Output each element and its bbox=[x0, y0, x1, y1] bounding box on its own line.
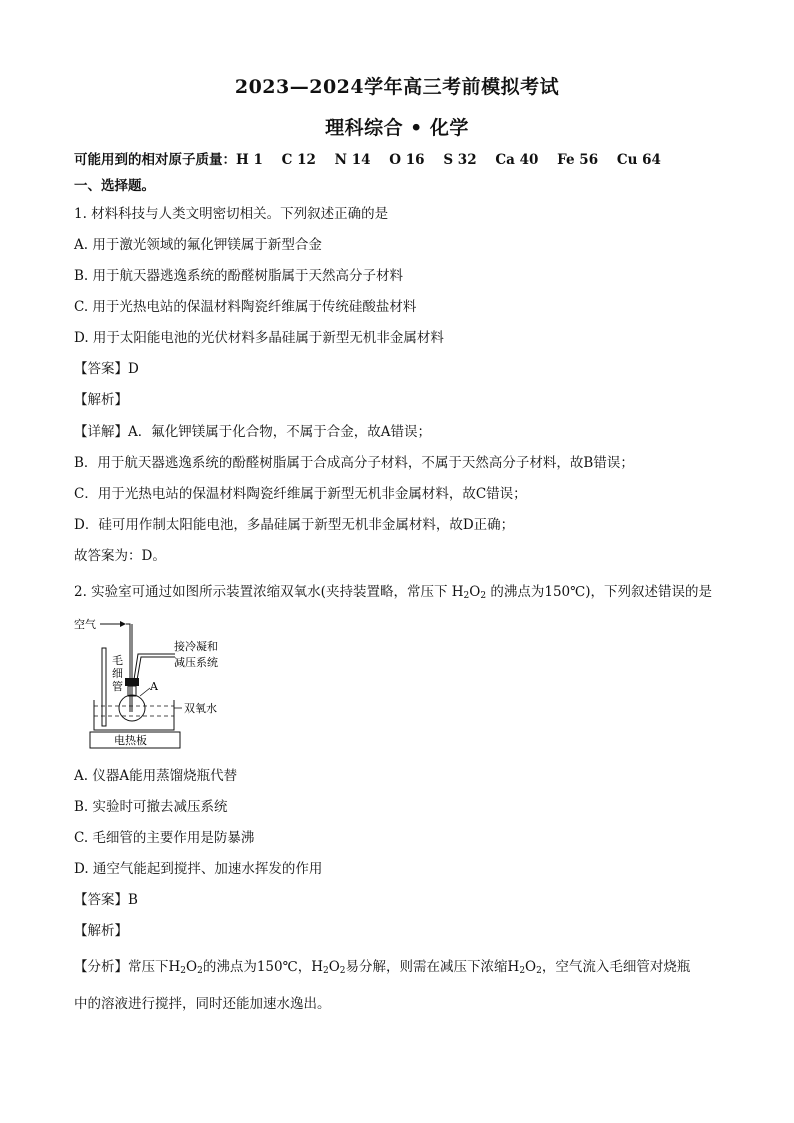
q2-stem: 2. 实验室可通过如图所示装置浓缩双氧水(夹持装置略，常压下 $H_2O_2$ 的沸点为150℃)，下列叙述错误的是 bbox=[74, 584, 713, 601]
h2o2-formula: $H_2O_2$ bbox=[451, 584, 487, 601]
air-label: 空气 bbox=[74, 618, 96, 631]
svg-text:毛: 毛 bbox=[112, 654, 123, 667]
h2o2-label: 双氧水 bbox=[184, 702, 217, 715]
q1-detail-b: B．用于航天器逃逸系统的酚醛树脂属于合成高分子材料，不属于天然高分子材料，故B错误； bbox=[74, 455, 634, 471]
svg-text:A: A bbox=[150, 680, 158, 693]
q2-option-d: D. 通空气能起到搅拌、加速水挥发的作用 bbox=[74, 861, 323, 877]
q2-analysis-line2: 中的溶液进行搅拌，同时还能加速水逸出。 bbox=[74, 996, 331, 1012]
arrow-right-icon bbox=[120, 621, 126, 627]
q1-analysis-label: 【解析】 bbox=[74, 392, 128, 408]
q1-option-c: C. 用于光热电站的保温材料陶瓷纤维属于传统硅酸盐材料 bbox=[74, 299, 417, 315]
page-title: 2023—2024学年高三考前模拟考试 bbox=[234, 76, 560, 98]
svg-text:接冷凝和: 接冷凝和 bbox=[174, 640, 218, 653]
q1-option-b: B. 用于航天器逃逸系统的酚醛树脂属于天然高分子材料 bbox=[74, 268, 404, 284]
atomic-masses: 可能用到的相对原子质量：H 1 C 12 N 14 O 16 S 32 Ca 40 Fe 56 Cu 64 bbox=[74, 152, 661, 168]
svg-text:细: 细 bbox=[112, 667, 123, 680]
q1-option-a: A. 用于激光领域的氟化钾镁属于新型合金 bbox=[74, 237, 322, 253]
q1-detail-d: D．硅可用作制太阳能电池，多晶硅属于新型无机非金属材料，故D正确； bbox=[74, 517, 515, 533]
q2-option-a: A. 仪器A能用蒸馏烧瓶代替 bbox=[74, 768, 238, 784]
q1-answer: 【答案】D bbox=[74, 361, 139, 377]
svg-text:减压系统: 减压系统 bbox=[174, 656, 218, 669]
q2-analysis-line1: 【分析】常压下$H_2O_2$的沸点为150℃，$H_2O_2$易分解，则需在减压下浓缩$H_2O_2$，空气流入毛细管对烧瓶 bbox=[74, 959, 691, 976]
svg-text:电热板: 电热板 bbox=[114, 734, 147, 747]
thermometer bbox=[102, 648, 106, 726]
apparatus-diagram bbox=[70, 612, 250, 752]
stopper bbox=[125, 678, 139, 686]
q2-answer: 【答案】B bbox=[74, 892, 138, 908]
q1-conclusion: 故答案为：D。 bbox=[74, 548, 166, 564]
q1-option-d: D. 用于太阳能电池的光伏材料多晶硅属于新型无机非金属材料 bbox=[74, 330, 444, 346]
q1-detail-c: C．用于光热电站的保温材料陶瓷纤维属于新型无机非金属材料，故C错误； bbox=[74, 486, 527, 502]
q2-option-c: C. 毛细管的主要作用是防暴沸 bbox=[74, 830, 255, 846]
section-heading: 一、选择题。 bbox=[74, 178, 155, 194]
q2-analysis-label: 【解析】 bbox=[74, 923, 128, 939]
q1-detail-a: 【详解】A．氟化钾镁属于化合物，不属于合金，故A错误； bbox=[74, 424, 431, 440]
svg-text:管: 管 bbox=[112, 680, 123, 693]
q2-option-b: B. 实验时可撤去减压系统 bbox=[74, 799, 228, 815]
page-subtitle: 理科综合 • 化学 bbox=[325, 117, 469, 139]
q1-stem: 1. 材料科技与人类文明密切相关。下列叙述正确的是 bbox=[74, 206, 389, 222]
